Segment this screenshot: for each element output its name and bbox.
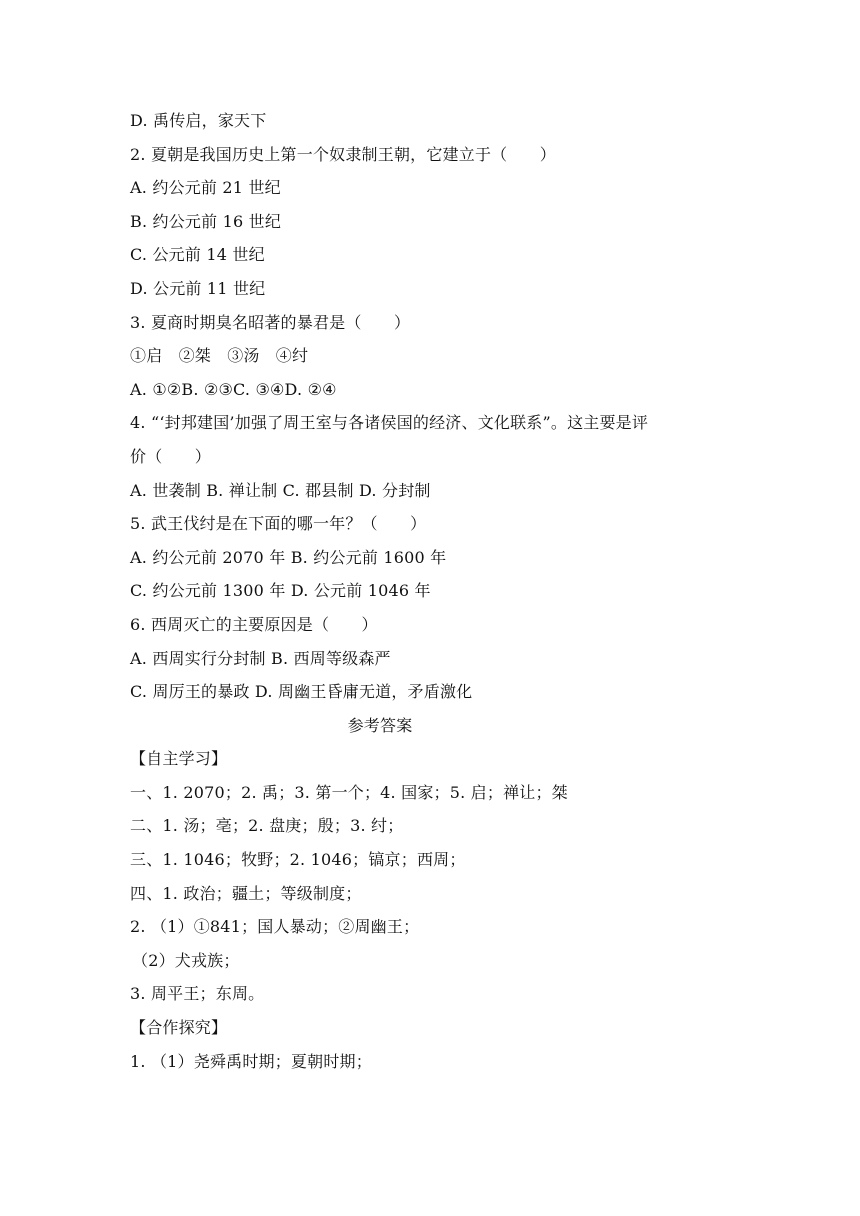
question-line: 5. 武王伐纣是在下面的哪一年？（ ） xyxy=(130,514,427,534)
answer-line: （2）犬戎族； xyxy=(132,950,240,970)
question-line: 3. 夏商时期臭名昭著的暴君是（ ） xyxy=(130,312,411,332)
document-body xyxy=(130,104,740,1078)
section-heading: 【合作探究】 xyxy=(130,1018,228,1038)
answer-line: 1. （1）尧舜禹时期；夏朝时期； xyxy=(130,1051,372,1071)
option-line: B. 约公元前 16 世纪 xyxy=(130,211,282,231)
option-line: A. ①②B. ②③C. ③④D. ②④ xyxy=(130,379,337,399)
option-line: A. 约公元前 21 世纪 xyxy=(130,178,281,198)
option-line: C. 约公元前 1300 年 D. 公元前 1046 年 xyxy=(130,581,431,601)
option-line: A. 世袭制 B. 禅让制 C. 郡县制 D. 分封制 xyxy=(130,480,431,500)
option-line: D. 公元前 11 世纪 xyxy=(130,278,266,298)
answer-line: 一、1. 2070；2. 禹；3. 第一个；4. 国家；5. 启；禅让；桀 xyxy=(130,782,568,802)
question-line: 2. 夏朝是我国历史上第一个奴隶制王朝，它建立于（ ） xyxy=(130,144,556,164)
answer-line: 2. （1）①841；国人暴动；②周幽王； xyxy=(130,917,420,937)
question-line: 4. “‘封邦建国’加强了周王室与各诸侯国的经济、文化联系”。这主要是评 xyxy=(130,413,649,433)
answer-heading: 参考答案 xyxy=(347,715,413,735)
answer-line: 3. 周平王；东周。 xyxy=(130,984,265,1004)
option-line: A. 约公元前 2070 年 B. 约公元前 1600 年 xyxy=(130,547,447,567)
option-line: C. 公元前 14 世纪 xyxy=(130,245,265,265)
answer-line: 二、1. 汤；亳；2. 盘庚；殷；3. 纣； xyxy=(130,816,404,836)
option-line: D. 禹传启，家天下 xyxy=(130,111,267,130)
question-line-continued: 价（ ） xyxy=(130,446,212,466)
option-line: C. 周厉王的暴政 D. 周幽王昏庸无道，矛盾激化 xyxy=(130,682,473,702)
section-heading: 【自主学习】 xyxy=(130,749,228,769)
option-line: A. 西周实行分封制 B. 西周等级森严 xyxy=(130,648,391,668)
answer-line: 四、1. 政治；疆土；等级制度； xyxy=(130,883,362,903)
answer-line: 三、1. 1046；牧野；2. 1046；镐京；西周； xyxy=(130,850,466,870)
choice-items-line: ①启 ②桀 ③汤 ④纣 xyxy=(130,346,309,366)
question-line: 6. 西周灭亡的主要原因是（ ） xyxy=(130,614,378,634)
